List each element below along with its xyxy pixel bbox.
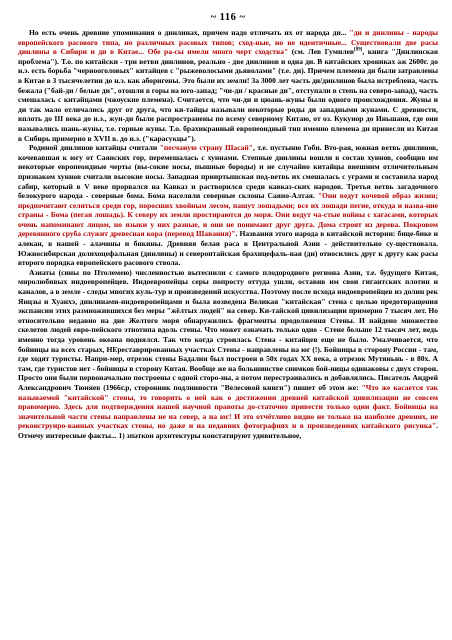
text-run: . Названия этого народа в китайской истории: бице-бике и алекан, в нашей - алачины и бикины. Древняя белая раса в Центральной Азии - действительно су-ществовала. Южносибирская долихоцефальная (динлины) и североитайская брахицефаль-ная (ди) относились друг к другу как расы второго порядка европейского расового ствола. (18, 229, 438, 268)
page-number: ~ 116 ~ (210, 12, 246, 23)
highlighted-quote: "Они ведут кочевой образ жизни; предпочитают селиться среди гор, поросших хвойным лесом, пашут лошадьми; все их лошади пегие, откуда и назва-ние страны - Бома (пегая лошадь). К северу их земли простираются до моря. Они ведут ча-стые войны с хагасами, которых очень напоминают лицом, но языки у них разные, и они не понимают друг друга. Дома строят из дерева. Покровом деревянного сруба служит древесная кора (перевод Шавання)" (18, 191, 438, 239)
text-run: , книга "Динлинская проблема"). Т.о. по китайски - три ветви динлинов, реально - две динлинов и одна ди. В китайских хрониках аж 2600г. до н.э. есть борьба "чернооголовых" китайцев с "рыжеволосыми дьяволами" (т.е. ди). Причем племена ди были затравлены в Китае в 3 тысячелетии до н.э. как аборигены. Это были их земли! За 3000 лет часть ди/динлинов была истреблена, часть бежала ("бай-ди / белые ди", отошли в горы на юго-запад; "чи-ди / красные ди", отступали в степь на северо-запад), часть смешалась с китайцами (чжоуские племена). Считается, что чи-ди и цюань-жуны были одного происхождения. Жуны и ди так мало отличались друг от друга, что ки-тайцы называли некоторые роды ди западными жунами. С древности, вплоть до III века до н.э., жун-ди были распространены по всему северному Китаю, от оз. Кукунор до Иньшаня, где они назывались шань-жуны, т.е. горные жуны. Т.о. брахикранный европеоидный тип именно племена ди принесли из Китая в Сибирь примерно в XVII в. до н.э. ("карасукцы"). (18, 47, 439, 143)
paragraph (18, 143, 438, 268)
text-run: , т.е. пустыню Гоби. Вто-рая, южная ветвь динлинов, кочевавшая к югу от Саянских гор, перемешалась с хуннами. Степные динлины вошли в состав хуннов, сообщив им некоторые европеоидные черты (вы-сокие носы, пышные бороды) и не случайно китайцы внешним отличительным признаком хуннов считали высокие носы. Западная прииртышская под-ветвь их смешалась с уграми и составила народ сабир, который в V веке прорвался на Кавказ и растворился среди кавказ-ских народов. Третья ветвь загадочного белокурого народа - северные бома. Бома населяли северные склоны Саяно-Алтая. (18, 143, 439, 201)
text-run: Азиаты (сины по Птолемею) численностью вытеснили с самого плодородного региона Азии, т.е. будущего Китая, миролюбивых индоевропейцев. Индоевропейцы серы попросту оттуда ушли, оставив им свои гигантских плотин и каналов, а в земле - следы многих куль-тур и произведений искусства. Поэтому после исхода индоевропейцев из долин рек Янцзы и Хуанхэ, динлинами-индоевропейцами и была возведена Великая "китайская" стена с целью предотвращения экспансии этих размножившихся без меры "жёлтых людей" на север. Ки-тайской цивилизации примерно 7 тысяч лет. Но относительно недавно на дне Желтого моря обнаружились фрагменты продолжения Стены. И найдено множество скелетов людей евро-пейского этнотипа вдоль стены. Что может означать только одно - Стене больше 12 тысяч лет, ведь именно тогда уровень океана поднялся. Так что когда строилась Стена - китайцев еще не было. Умалчивается, что бойницы на всех старых, НЕреставрированных участках Стены - направлены на юг (!). Бойницы в сторону России - там, где ходят туристы. Напри-мер, отрезок стены Бадалин был построен в 50х годах XX века, а отрезок Мутяньнь - в 80х. А там, где туристов нет - бойницы в сторону Китая. Вообще же на большинстве снимков бой-ницы одинаковы с двух сторон. Просто они были первоначально построены с одной сторо-ны, а потом перестраивались и добавлялись. Писатель Андрей Александрович Тюняев (1966г.р, сторонник подлинности "Велесовой книги") пишет об этом же: (18, 267, 438, 392)
page-body (18, 28, 438, 441)
text-run: Родиной динлинов китайцы считали (29, 143, 160, 153)
paragraph (18, 28, 438, 143)
footnote-reference: [89] (354, 47, 363, 53)
text-run: (см. Лев Гумилев (288, 47, 355, 57)
highlighted-quote: "Что же касается так называемой "китайской" стены, то говорить о ней как о достижении древней китайской цивилизации не совсем правомерно. Здесь для подтверждения нашей научной правоты до-статочно привести только один факт. Бойницы на значительной части стены направлены не на север, а на юг! И это отчётливо видно не только на наиболее древних, не реконструиро-ванных участках стены, но даже и на недавних фотографиях и в произведениях китайского рисунка" (18, 382, 438, 431)
text-run: Но есть очень древние упоминания о динлинах, причем надо отличать их от народа ди... (29, 28, 350, 37)
highlighted-quote: "песчаную страну Шасай" (159, 143, 253, 153)
text-run: . Отмечу интересные факты... 1) зпаткои архитектуры констатируют удивительное, (18, 421, 438, 440)
highlighted-quote: "ди и динлины - народы европейского расового типа, но различных расовых типов; сход-ные, но не идентичные... Существовали две расы динлины в Сибири и ди в Китае... Обе ра-сы имели много черт сходства" (18, 28, 438, 57)
paragraph (18, 268, 438, 441)
